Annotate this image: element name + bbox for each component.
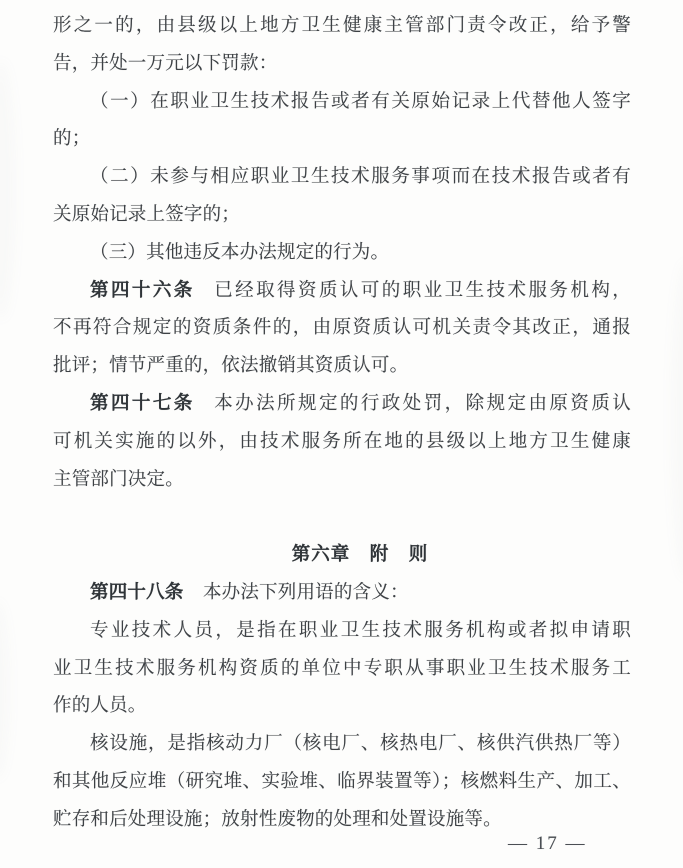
text-line (53, 462, 631, 500)
text-line (53, 424, 631, 462)
text-run: 关原始记录上签字的； (53, 204, 241, 225)
text-line (53, 651, 631, 689)
text-line (53, 575, 631, 613)
chapter-heading: 第六章 附 则 (291, 545, 429, 566)
text-run: 作的人员。 (53, 696, 147, 717)
text-line (53, 688, 631, 726)
text-run: 核设施，是指核动力厂（核电厂、核热电厂、核供汽供热厂等） (90, 734, 631, 755)
text-line (53, 197, 631, 235)
page-number: — 17 — (508, 833, 587, 854)
text-run: 贮存和后处理设施；放射性废物的处理和处置设施等。 (53, 809, 502, 830)
blank-line (53, 499, 631, 537)
text-run: 的； (53, 129, 91, 150)
text-run: 业卫生技术服务机构资质的单位中专职从事职业卫生技术服务工 (53, 658, 631, 679)
text-run: （三）其他违反本办法规定的行为。 (90, 242, 390, 263)
article-number: 第四十六条 (90, 280, 195, 301)
text-line (53, 726, 631, 764)
article-number: 第四十八条 (90, 582, 184, 603)
text-line (53, 84, 631, 122)
text-run: 可机关实施的以外，由技术服务所在地的县级以上地方卫生健康 (53, 431, 631, 452)
text-line (53, 386, 631, 424)
article-number: 第四十七条 (90, 393, 195, 414)
text-run: （一）在职业卫生技术报告或者有关原始记录上代替他人签字 (90, 91, 631, 112)
text-run: 告，并处一万元以下罚款： (53, 53, 278, 74)
text-run: 本办法所规定的行政处罚，除规定由原资质认 (214, 393, 631, 414)
text-line (53, 273, 631, 311)
text-line (53, 235, 631, 273)
text-line (53, 46, 631, 84)
text-line (53, 159, 631, 197)
text-line (53, 613, 631, 651)
text-run: 批评；情节严重的，依法撤销其资质认可。 (53, 356, 409, 377)
text-line (53, 348, 631, 386)
text-line (53, 8, 631, 46)
text-run: 本办法下列用语的含义： (202, 582, 409, 603)
text-run: 和其他反应堆（研究堆、实验堆、临界装置等）；核燃料生产、加工、 (53, 771, 631, 792)
text-line (53, 764, 631, 802)
text-run: （二）未参与相应职业卫生技术服务事项而在技术报告或者有 (90, 167, 631, 188)
text-run: 形之一的，由县级以上地方卫生健康主管部门责令改正，给予警 (53, 16, 631, 36)
text-line (53, 310, 631, 348)
text-line (53, 121, 631, 159)
text-run: 专业技术人员，是指在职业卫生技术服务机构或者拟申请职 (90, 620, 631, 641)
text-run: 不再符合规定的资质条件的，由原资质认可机关责令其改正，通报 (53, 318, 631, 339)
text-run: 已经取得资质认可的职业卫生技术服务机构， (214, 280, 631, 301)
text-run: 主管部门决定。 (53, 469, 184, 490)
